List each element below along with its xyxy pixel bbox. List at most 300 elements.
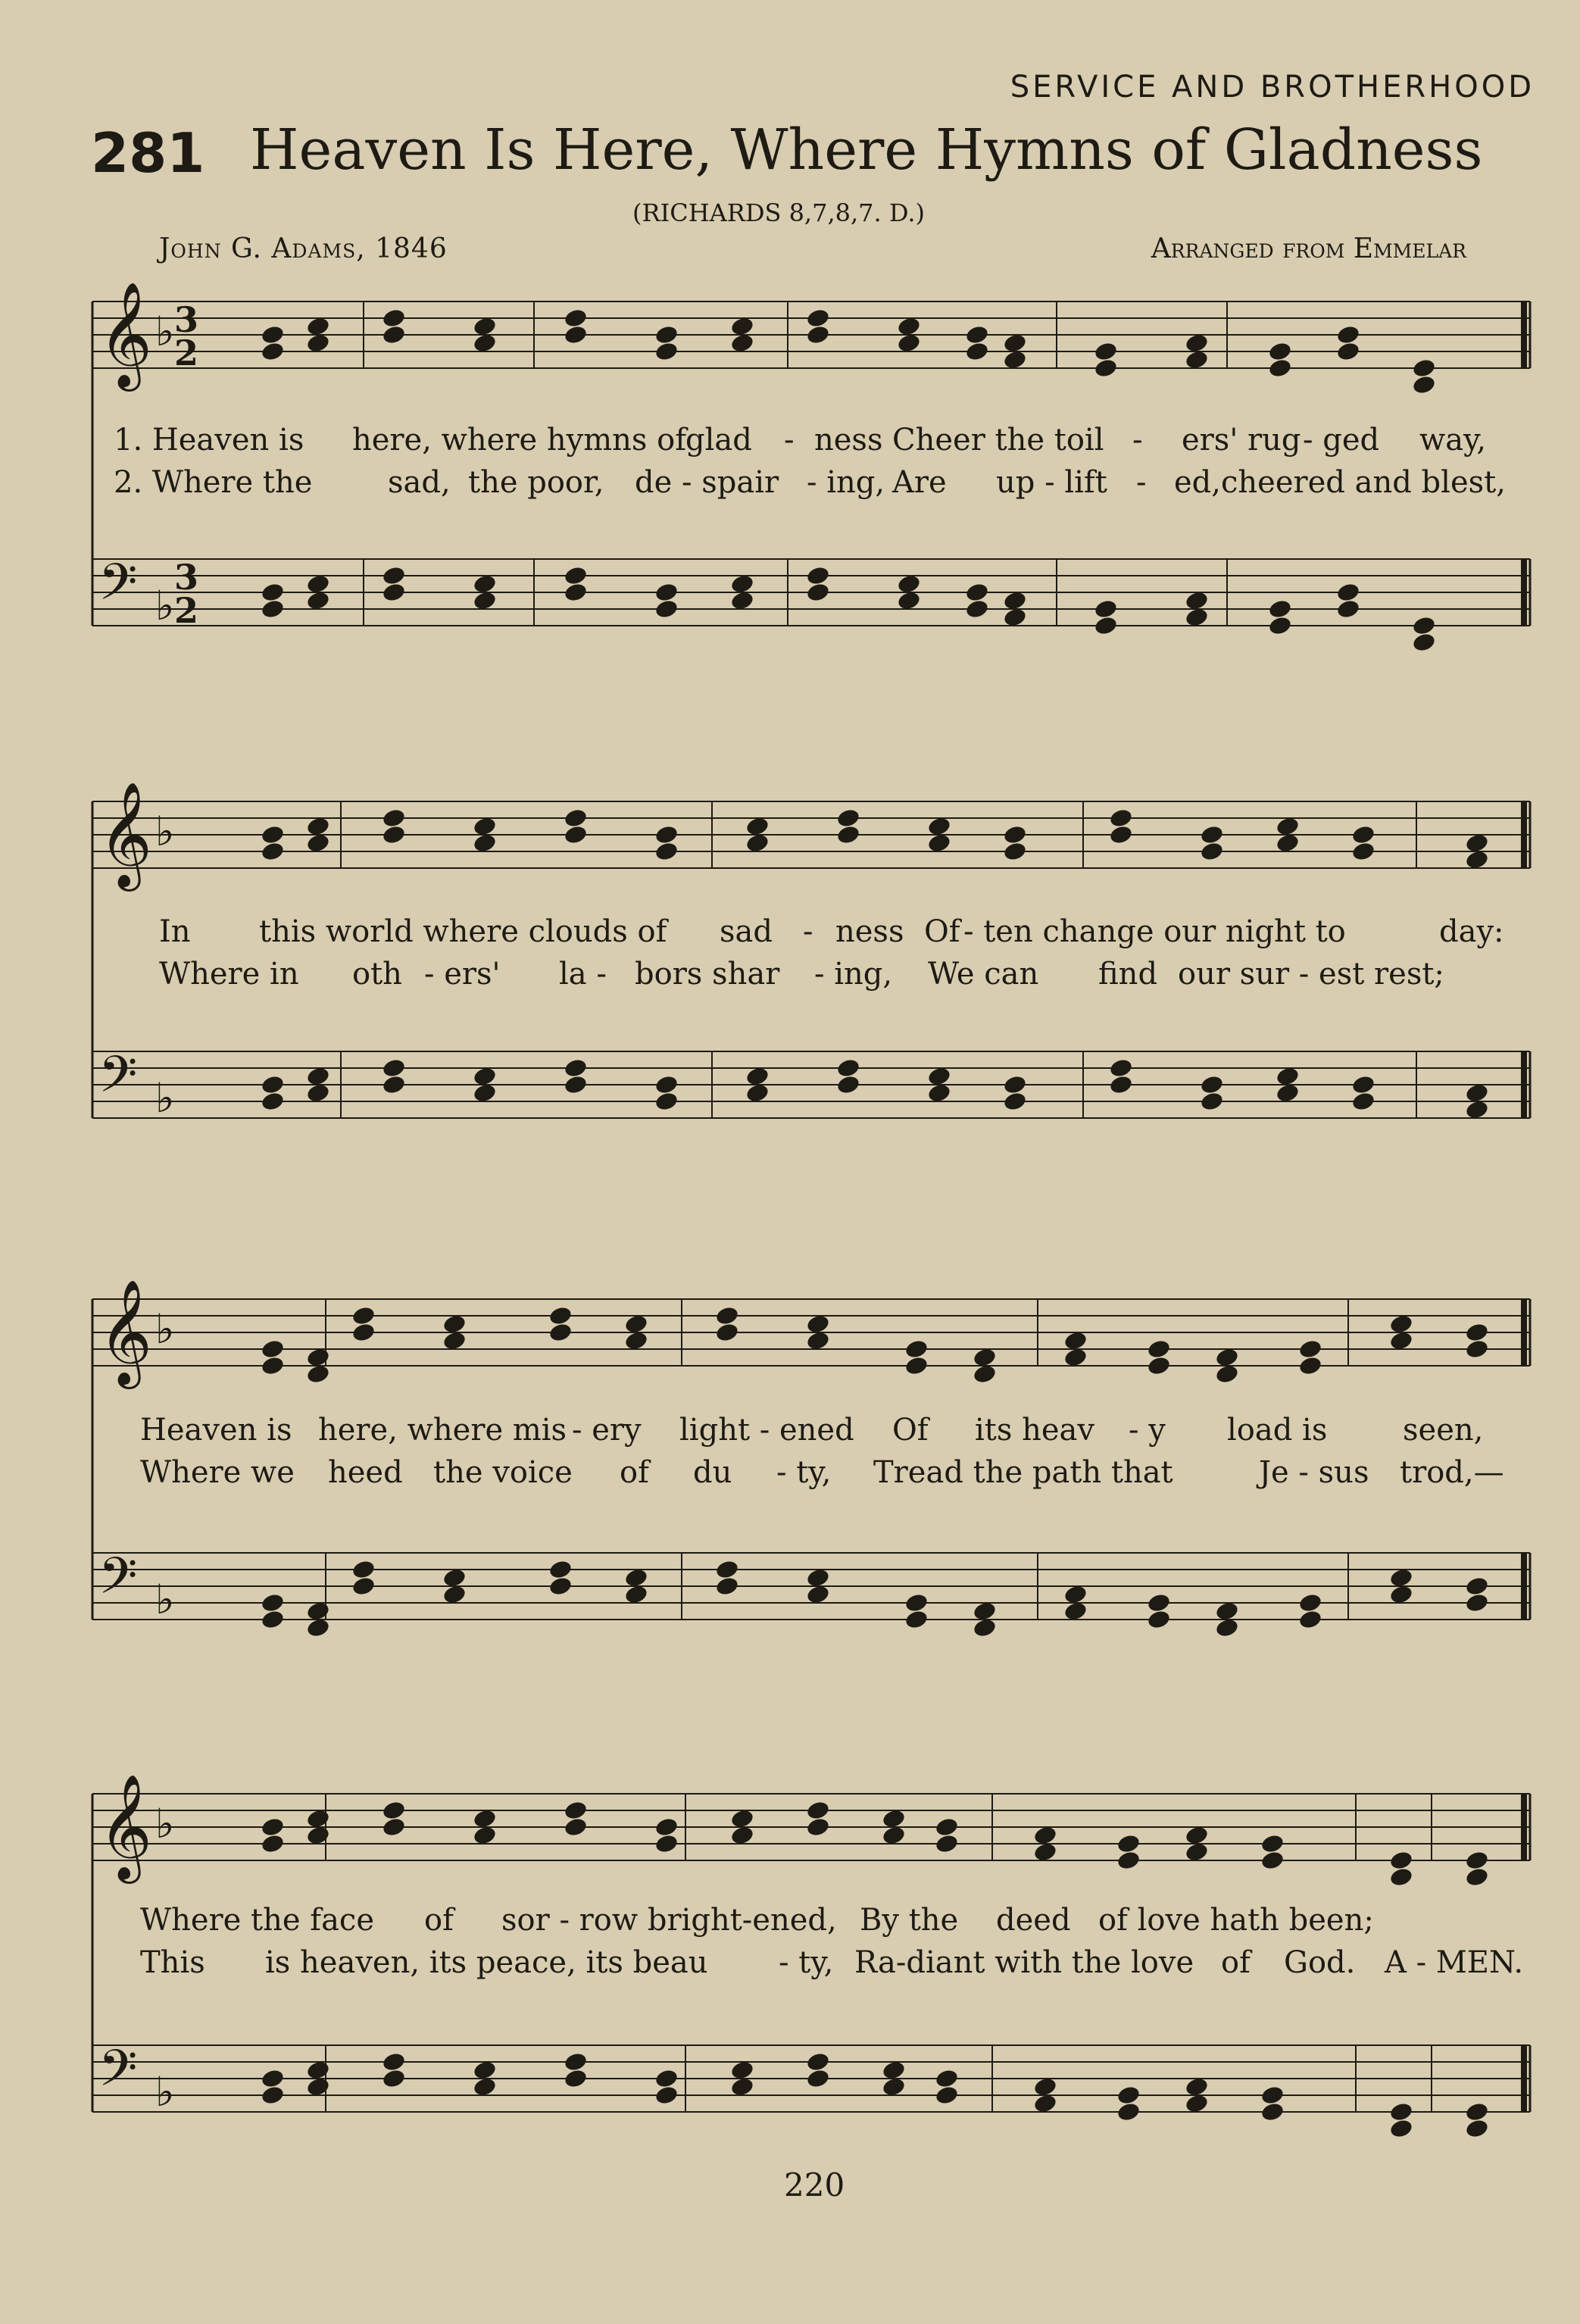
note-head xyxy=(654,2068,679,2089)
key-flat-icon: ♭ xyxy=(155,2068,175,2116)
note-head xyxy=(260,1592,285,1613)
note-head xyxy=(805,1313,830,1335)
note-head xyxy=(1464,849,1489,870)
lyric-syllable: light - ened xyxy=(679,1413,854,1448)
note-head xyxy=(260,598,285,620)
note-head xyxy=(260,1355,285,1376)
note-head xyxy=(1275,816,1300,837)
note-head xyxy=(881,2076,906,2098)
note-head xyxy=(305,316,330,337)
note-head xyxy=(260,1338,285,1360)
lyric-syllable: here, where mis xyxy=(318,1413,567,1448)
note-head xyxy=(1464,2101,1489,2123)
note-head xyxy=(563,807,588,829)
note-head xyxy=(563,565,588,586)
note-head xyxy=(729,1825,754,1846)
note-head xyxy=(805,308,830,329)
note-head xyxy=(896,573,921,595)
note-head xyxy=(381,824,406,845)
note-head xyxy=(1267,615,1292,636)
lyric-syllable: heed xyxy=(328,1455,403,1490)
note-head xyxy=(623,1567,648,1588)
lyric-syllable: - ty, xyxy=(779,1945,834,1980)
final-bar xyxy=(1521,1553,1527,1620)
note-head xyxy=(381,565,406,586)
note-head xyxy=(1002,1074,1027,1095)
note-head xyxy=(442,1584,467,1605)
note-head xyxy=(1184,2076,1209,2098)
time-signature: 3 xyxy=(174,557,199,598)
note-head xyxy=(260,1609,285,1630)
note-head xyxy=(260,2085,285,2106)
note-head xyxy=(548,1559,573,1580)
lyric-syllable: sad xyxy=(720,914,773,949)
lyric-syllable: of love hath been; xyxy=(1098,1903,1374,1938)
lyric-syllable: - ing, xyxy=(807,465,885,500)
note-head xyxy=(1116,1850,1141,1871)
note-head xyxy=(1093,341,1118,362)
note-head xyxy=(1199,1074,1224,1095)
note-head xyxy=(381,308,406,329)
note-head xyxy=(381,1074,406,1095)
note-head xyxy=(1260,1833,1285,1854)
note-head xyxy=(934,1833,959,1854)
note-head xyxy=(1184,349,1209,370)
note-head xyxy=(1464,1866,1489,1888)
note-head xyxy=(260,841,285,862)
note-head xyxy=(1388,1866,1413,1888)
note-head xyxy=(1464,1592,1489,1613)
lyric-syllable: this world where clouds of xyxy=(259,914,667,949)
lyric-syllable: - ged xyxy=(1303,423,1380,458)
note-head xyxy=(1032,1841,1057,1863)
note-head xyxy=(729,573,754,595)
note-head xyxy=(351,1322,376,1343)
note-head xyxy=(964,341,989,362)
lyric-syllable: - xyxy=(1136,465,1147,500)
lyric-syllable: the voice xyxy=(433,1455,573,1490)
note-head xyxy=(472,573,497,595)
note-head xyxy=(1032,1825,1057,1846)
note-head xyxy=(835,824,860,845)
note-head xyxy=(714,1559,739,1580)
note-head xyxy=(972,1363,997,1385)
lyric-syllable: Of xyxy=(892,1413,929,1448)
note-head xyxy=(1297,1592,1322,1613)
note-head xyxy=(472,816,497,837)
note-head xyxy=(1214,1347,1239,1368)
note-head xyxy=(260,2068,285,2089)
note-head xyxy=(654,841,679,862)
note-head xyxy=(934,2085,959,2106)
note-head xyxy=(1063,1584,1088,1605)
note-head xyxy=(1464,2118,1489,2139)
note-head xyxy=(1093,598,1118,620)
note-head xyxy=(305,1347,330,1368)
lyric-syllable: trod,— xyxy=(1400,1455,1504,1490)
note-head xyxy=(623,1313,648,1335)
note-head xyxy=(472,590,497,611)
note-head xyxy=(1116,1833,1141,1854)
lyric-syllable: of xyxy=(1221,1945,1251,1980)
arranger-credit: Arranged from Emmelar xyxy=(1151,233,1466,264)
final-bar xyxy=(1521,801,1527,868)
final-bar xyxy=(1521,1794,1527,1860)
note-head xyxy=(1388,1584,1413,1605)
note-head xyxy=(472,2060,497,2081)
note-head xyxy=(472,316,497,337)
note-head xyxy=(1350,841,1375,862)
lyric-syllable: day: xyxy=(1439,914,1504,949)
note-head xyxy=(260,1091,285,1112)
note-head xyxy=(1002,607,1027,628)
note-head xyxy=(1260,2085,1285,2106)
note-head xyxy=(805,1816,830,1838)
treble-clef-icon: 𝄞 xyxy=(98,782,152,887)
note-head xyxy=(1146,1355,1171,1376)
lyric-syllable: our sur - est rest; xyxy=(1178,957,1444,992)
note-head xyxy=(1350,1091,1375,1112)
note-head xyxy=(548,1576,573,1597)
note-head xyxy=(305,1825,330,1846)
note-head xyxy=(729,333,754,354)
note-head xyxy=(305,1066,330,1087)
note-head xyxy=(1267,358,1292,379)
lyric-syllable: la - xyxy=(559,957,607,992)
lyric-syllable: God. xyxy=(1284,1945,1356,1980)
note-head xyxy=(381,1816,406,1838)
note-head xyxy=(1335,582,1360,603)
lyric-syllable: ness xyxy=(814,423,883,458)
note-head xyxy=(1411,615,1436,636)
treble-clef-icon: 𝄞 xyxy=(98,1279,152,1385)
note-head xyxy=(714,1576,739,1597)
note-head xyxy=(548,1322,573,1343)
bass-clef-icon: 𝄢 xyxy=(98,1045,138,1116)
note-head xyxy=(1464,1322,1489,1343)
note-head xyxy=(654,1816,679,1838)
treble-clef-icon: 𝄞 xyxy=(98,282,152,387)
lyric-syllable: seen, xyxy=(1403,1413,1484,1448)
lyric-syllable: up - lift xyxy=(996,465,1107,500)
lyric-line xyxy=(0,423,1580,461)
note-head xyxy=(805,2051,830,2073)
note-head xyxy=(805,1584,830,1605)
note-head xyxy=(654,824,679,845)
lyric-syllable: - xyxy=(784,423,795,458)
lyric-syllable: - ers' xyxy=(424,957,501,992)
lyric-line xyxy=(0,465,1580,503)
note-head xyxy=(1214,1363,1239,1385)
final-bar xyxy=(1521,1299,1527,1366)
note-head xyxy=(1002,349,1027,370)
note-head xyxy=(1063,1601,1088,1622)
note-head xyxy=(654,2085,679,2106)
lyric-syllable: find xyxy=(1098,957,1158,992)
note-head xyxy=(1275,1066,1300,1087)
note-head xyxy=(1267,598,1292,620)
note-head xyxy=(881,2060,906,2081)
note-head xyxy=(305,573,330,595)
note-head xyxy=(805,582,830,603)
note-head xyxy=(1335,324,1360,345)
note-head xyxy=(351,1305,376,1326)
lyric-line xyxy=(0,1455,1580,1493)
note-head xyxy=(972,1601,997,1622)
note-head xyxy=(1093,615,1118,636)
lyric-syllable: Where in xyxy=(159,957,299,992)
lyric-syllable: sad, xyxy=(388,465,451,500)
note-head xyxy=(835,807,860,829)
note-head xyxy=(381,582,406,603)
note-head xyxy=(964,598,989,620)
lyric-syllable: the poor, xyxy=(468,465,604,500)
final-bar xyxy=(1521,301,1527,368)
lyric-syllable: Of xyxy=(924,914,960,949)
lyric-syllable: - ery xyxy=(572,1413,642,1448)
note-head xyxy=(934,2068,959,2089)
note-head xyxy=(1297,1355,1322,1376)
lyric-syllable: A - MEN. xyxy=(1385,1945,1524,1980)
note-head xyxy=(1350,824,1375,845)
note-head xyxy=(1388,1313,1413,1335)
note-head xyxy=(1214,1617,1239,1638)
note-head xyxy=(729,1808,754,1829)
lyric-syllable: load is xyxy=(1227,1413,1328,1448)
note-head xyxy=(1275,1082,1300,1104)
lyric-syllable: - xyxy=(803,914,813,949)
note-head xyxy=(1116,2085,1141,2106)
lyric-syllable: ness xyxy=(835,914,904,949)
note-head xyxy=(1184,333,1209,354)
key-flat-icon: ♭ xyxy=(155,582,175,629)
lyric-syllable: is heaven, its peace, its beau xyxy=(265,1945,708,1980)
note-head xyxy=(1063,1347,1088,1368)
key-flat-icon: ♭ xyxy=(155,1074,175,1122)
lyric-syllable: oth xyxy=(352,957,402,992)
treble-clef-icon: 𝄞 xyxy=(98,1774,152,1879)
note-head xyxy=(305,2076,330,2098)
note-head xyxy=(654,598,679,620)
note-head xyxy=(260,324,285,345)
note-head xyxy=(729,316,754,337)
lyric-syllable: 1. Heaven is xyxy=(114,423,304,458)
lyric-syllable: de - spair xyxy=(635,465,779,500)
note-head xyxy=(381,807,406,829)
note-head xyxy=(563,2051,588,2073)
note-head xyxy=(442,1330,467,1351)
note-head xyxy=(1184,607,1209,628)
note-head xyxy=(1411,632,1436,653)
time-signature: 2 xyxy=(174,590,199,631)
note-head xyxy=(745,816,770,837)
lyric-syllable: - ten change our night to xyxy=(963,914,1346,949)
final-bar xyxy=(1521,2045,1527,2112)
key-flat-icon: ♭ xyxy=(155,1305,175,1353)
note-head xyxy=(260,1833,285,1854)
note-head xyxy=(442,1313,467,1335)
note-head xyxy=(745,832,770,854)
note-head xyxy=(381,1057,406,1079)
note-head xyxy=(964,324,989,345)
lyric-syllable: - ing, xyxy=(814,957,893,992)
note-head xyxy=(1297,1609,1322,1630)
lyric-syllable: 2. Where the xyxy=(114,465,313,500)
lyric-syllable: - y xyxy=(1129,1413,1166,1448)
note-head xyxy=(472,1066,497,1087)
note-head xyxy=(563,324,588,345)
note-head xyxy=(896,590,921,611)
note-head xyxy=(904,1355,929,1376)
final-bar xyxy=(1521,559,1527,626)
note-head xyxy=(805,2068,830,2089)
note-head xyxy=(1388,1330,1413,1351)
note-head xyxy=(745,1082,770,1104)
lyric-syllable: way, xyxy=(1419,423,1487,458)
note-head xyxy=(1116,2101,1141,2123)
note-head xyxy=(1146,1338,1171,1360)
lyric-syllable: ed,cheered and blest, xyxy=(1174,465,1506,500)
note-head xyxy=(934,1816,959,1838)
lyric-syllable: In xyxy=(159,914,191,949)
lyric-syllable: - ty, xyxy=(776,1455,832,1490)
note-head xyxy=(260,1074,285,1095)
key-flat-icon: ♭ xyxy=(155,807,175,855)
time-signature: 3 xyxy=(174,299,199,340)
note-head xyxy=(1108,807,1133,829)
key-flat-icon: ♭ xyxy=(155,308,175,355)
note-head xyxy=(805,565,830,586)
hymn-number: 281 xyxy=(91,121,205,185)
note-head xyxy=(381,2068,406,2089)
section-heading: SERVICE AND BROTHERHOOD xyxy=(1010,70,1535,105)
note-head xyxy=(260,582,285,603)
note-head xyxy=(835,1074,860,1095)
note-head xyxy=(926,1066,951,1087)
note-head xyxy=(896,333,921,354)
lyric-syllable: ers' rug xyxy=(1182,423,1301,458)
lyric-line xyxy=(0,1903,1580,1941)
note-head xyxy=(1464,1338,1489,1360)
note-head xyxy=(381,1800,406,1821)
note-head xyxy=(972,1347,997,1368)
note-head xyxy=(1184,590,1209,611)
note-head xyxy=(1267,341,1292,362)
lyric-syllable: deed xyxy=(996,1903,1071,1938)
note-head xyxy=(381,324,406,345)
lyric-line xyxy=(0,1413,1580,1451)
note-head xyxy=(745,1066,770,1087)
lyric-syllable: Tread the path that xyxy=(873,1455,1173,1490)
note-head xyxy=(1350,1074,1375,1095)
lyric-syllable: glad xyxy=(685,423,752,458)
note-head xyxy=(729,590,754,611)
note-head xyxy=(904,1609,929,1630)
note-head xyxy=(305,333,330,354)
note-head xyxy=(563,1816,588,1838)
note-head xyxy=(1335,598,1360,620)
lyric-syllable: By the xyxy=(860,1903,959,1938)
lyric-syllable: Where the face xyxy=(140,1903,375,1938)
note-head xyxy=(305,1808,330,1829)
lyric-line xyxy=(0,1945,1580,1983)
note-head xyxy=(1464,1850,1489,1871)
bass-clef-icon: 𝄢 xyxy=(98,553,138,623)
note-head xyxy=(1388,2101,1413,2123)
note-head xyxy=(442,1567,467,1588)
note-head xyxy=(1002,841,1027,862)
key-flat-icon: ♭ xyxy=(155,1800,175,1848)
note-head xyxy=(881,1825,906,1846)
note-head xyxy=(1002,1091,1027,1112)
note-head xyxy=(1199,824,1224,845)
lyric-syllable: du xyxy=(693,1455,732,1490)
lyric-syllable: We can xyxy=(928,957,1039,992)
note-head xyxy=(1411,374,1436,395)
note-head xyxy=(714,1322,739,1343)
note-head xyxy=(654,324,679,345)
note-head xyxy=(1093,358,1118,379)
note-head xyxy=(1108,824,1133,845)
note-head xyxy=(305,1082,330,1104)
bass-clef-icon: 𝄢 xyxy=(98,2039,138,2110)
note-head xyxy=(1464,1099,1489,1120)
bass-clef-icon: 𝄢 xyxy=(98,1547,138,1617)
note-head xyxy=(1214,1601,1239,1622)
note-head xyxy=(548,1305,573,1326)
lyric-syllable: here, where hymns of xyxy=(352,423,687,458)
note-head xyxy=(472,832,497,854)
note-head xyxy=(1002,333,1027,354)
lyric-syllable: sor - row bright-ened, xyxy=(501,1903,837,1938)
note-head xyxy=(1063,1330,1088,1351)
note-head xyxy=(729,2060,754,2081)
note-head xyxy=(1464,1576,1489,1597)
note-head xyxy=(926,1082,951,1104)
note-head xyxy=(835,1057,860,1079)
note-head xyxy=(654,341,679,362)
note-head xyxy=(351,1576,376,1597)
time-signature: 2 xyxy=(174,333,199,373)
note-head xyxy=(1388,2118,1413,2139)
lyric-syllable: bors shar xyxy=(635,957,780,992)
note-head xyxy=(351,1559,376,1580)
note-head xyxy=(926,816,951,837)
note-head xyxy=(972,1617,997,1638)
note-head xyxy=(563,308,588,329)
note-head xyxy=(260,1816,285,1838)
note-head xyxy=(1002,824,1027,845)
note-head xyxy=(881,1808,906,1829)
note-head xyxy=(1146,1592,1171,1613)
tune-name: (RICHARDS 8,7,8,7. D.) xyxy=(632,198,926,227)
note-head xyxy=(623,1330,648,1351)
lyric-syllable: Where we xyxy=(140,1455,295,1490)
note-head xyxy=(1108,1074,1133,1095)
lyric-line xyxy=(0,957,1580,995)
note-head xyxy=(260,341,285,362)
note-head xyxy=(1411,358,1436,379)
note-head xyxy=(1002,590,1027,611)
note-head xyxy=(926,832,951,854)
note-head xyxy=(305,1617,330,1638)
note-head xyxy=(381,2051,406,2073)
lyric-syllable: Ra-diant with the love xyxy=(854,1945,1194,1980)
lyric-syllable: Cheer the toil xyxy=(892,423,1104,458)
note-head xyxy=(1032,2093,1057,2114)
note-head xyxy=(472,1825,497,1846)
note-head xyxy=(1108,1057,1133,1079)
